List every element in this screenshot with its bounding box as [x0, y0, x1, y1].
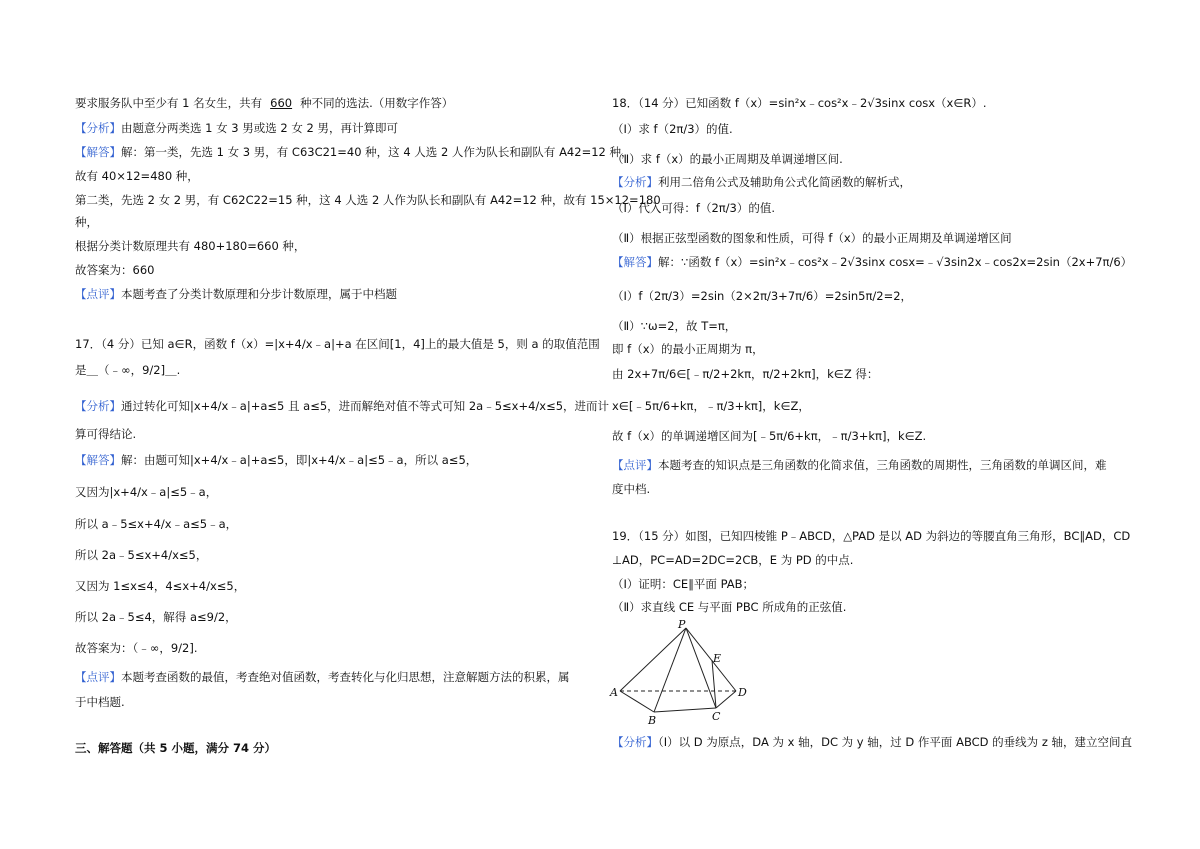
edge-PB	[654, 628, 686, 712]
edge-BC	[654, 708, 716, 712]
q18-solution-line-6: x∈[﹣5π/6+kπ，﹣π/3+kπ]，k∈Z，	[612, 399, 810, 413]
comment-tag: 【点评】	[75, 287, 121, 301]
q18-solution-line-2: （Ⅰ）f（2π/3）=2sin（2×2π/3+7π/6）=2sin5π/2=2，	[612, 289, 913, 303]
analysis-tag: 【分析】	[612, 735, 658, 749]
analysis-tag: 【分析】	[75, 399, 121, 413]
q17-comment-line-2: 于中档题.	[75, 695, 125, 709]
solution-tag: 【解答】	[75, 145, 121, 159]
q16-comment-text: 本题考查了分类计数原理和分步计数原理，属于中档题	[121, 287, 397, 301]
solution-tag: 【解答】	[75, 453, 121, 467]
q17-solution-line-7: 故答案为：（﹣∞，9/2].	[75, 641, 198, 655]
q16-analysis-text: 由题意分两类选 1 女 3 男或选 2 女 2 男，再计算即可	[121, 121, 399, 135]
q18-solution-line-7: 故 f（x）的单调递增区间为[﹣5π/6+kπ，﹣π/3+kπ]，k∈Z.	[612, 429, 927, 443]
q18-solution-line-1: 解：∵函数 f（x）=sin²x﹣cos²x﹣2√3sinx cosx=﹣√3sin2x﹣cos2x=2sin（2x+7π/6）	[658, 255, 1133, 269]
q16-text: 要求服务队中至少有 1 名女生，共有	[75, 96, 263, 110]
q18-analysis	[612, 174, 911, 190]
label-P: P	[678, 618, 686, 631]
edge-PC	[686, 628, 716, 708]
analysis-tag: 【分析】	[75, 121, 121, 135]
comment-tag: 【点评】	[612, 458, 658, 472]
q17-solution-line-1: 解：由题可知|x+4/x﹣a|+a≤5，即|x+4/x﹣a|≤5﹣a，所以 a≤5，	[121, 453, 478, 467]
q19-line-3: （Ⅰ）证明：CE∥平面 PAB；	[612, 577, 755, 591]
edge-PD	[686, 628, 736, 691]
q17-analysis	[75, 398, 609, 414]
q18-solution-line-3: （Ⅱ）∵ω=2，故 T=π，	[612, 319, 737, 333]
label-A: A	[610, 686, 618, 699]
q16-solution-line-1: 解：第一类，先选 1 女 3 男，有 C63C21=40 种，这 4 人选 2 人作为队长和副队有 A42=12 种，	[121, 145, 633, 159]
q18-comment-line-1: 本题考查的知识点是三角函数的化简求值，三角函数的周期性，三角函数的单调区间，难	[658, 458, 1107, 472]
q17-solution-line-6: 所以 2a﹣5≤4，解得 a≤9/2，	[75, 610, 237, 624]
q18-comment	[612, 457, 1107, 473]
q17-comment	[75, 669, 570, 685]
q17-solution-line-4: 所以 2a﹣5≤x+4/x≤5，	[75, 548, 208, 562]
q16-analysis	[75, 120, 398, 136]
edge-AB	[620, 691, 654, 712]
q19-analysis-line-1: （Ⅰ）以 D 为原点，DA 为 x 轴，DC 为 y 轴，过 D 作平面 ABCD 的垂线为 z 轴，建立空间直	[658, 735, 1133, 749]
q18-analysis-line-1: 利用二倍角公式及辅助角公式化简函数的解析式，	[658, 175, 911, 189]
solution-tag: 【解答】	[612, 255, 658, 269]
q18-solution-line-5: 由 2x+7π/6∈[﹣π/2+2kπ，π/2+2kπ]，k∈Z 得：	[612, 367, 879, 381]
q17-line-1: 17．（4 分）已知 a∈R，函数 f（x）=|x+4/x﹣a|+a 在区间[1，4]上的最大值是 5，则 a 的取值范围	[75, 337, 600, 351]
q16-solution-line-6: 故答案为：660	[75, 263, 155, 277]
q16-text-rest: 种不同的选法.（用数字作答）	[300, 96, 454, 110]
section-heading: 三、解答题（共 5 小题，满分 74 分）	[75, 741, 277, 755]
q16-solution-line-5: 根据分类计数原理共有 480+180=660 种，	[75, 239, 306, 253]
q16-solution-line-3: 第二类，先选 2 女 2 男，有 C62C22=15 种，这 4 人选 2 人作为队长和副队有 A42=12 种，故有 15×12=180	[75, 193, 661, 207]
analysis-tag: 【分析】	[612, 175, 658, 189]
q16-solution-line-4: 种，	[75, 215, 98, 229]
q17-analysis-line-2: 算可得结论.	[75, 427, 137, 441]
q17-solution-line-3: 所以 a﹣5≤x+4/x﹣a≤5﹣a，	[75, 517, 238, 531]
q16-comment	[75, 286, 397, 302]
q19-line-1: 19．（15 分）如图，已知四棱锥 P﹣ABCD，△PAD 是以 AD 为斜边的等腰直角三角形，BC∥AD，CD	[612, 529, 1131, 543]
edge-CD	[716, 691, 736, 708]
q18-comment-line-2: 度中档.	[612, 482, 651, 496]
edge-PA	[620, 628, 686, 691]
q17-comment-line-1: 本题考查函数的最值，考查绝对值函数，考查转化与化归思想，注意解题方法的积累，属	[121, 670, 570, 684]
q18-solution-line-4: 即 f（x）的最小正周期为 π，	[612, 342, 764, 356]
q18-analysis-line-3: （Ⅱ）根据正弦型函数的图象和性质，可得 f（x）的最小正周期及单调递增区间	[612, 231, 1012, 245]
q18-line-2: （Ⅰ）求 f（2π/3）的值.	[612, 122, 733, 136]
q18-analysis-line-2: （Ⅰ）代入可得：f（2π/3）的值.	[612, 201, 776, 215]
label-D: D	[738, 686, 747, 699]
q17-line-2: 是＿（﹣∞，9/2]＿.	[75, 363, 181, 377]
q16-tail-line	[75, 95, 453, 111]
q18-line-3: （Ⅱ）求 f（x）的最小正周期及单调递增区间.	[612, 152, 843, 166]
label-E: E	[713, 652, 722, 665]
label-B: B	[648, 714, 657, 727]
q19-line-4: （Ⅱ）求直线 CE 与平面 PBC 所成角的正弦值.	[612, 600, 847, 614]
q19-line-2: ⊥AD，PC=AD=2DC=2CB，E 为 PD 的中点.	[612, 553, 854, 567]
q17-solution-line-2: 又因为|x+4/x﹣a|≤5﹣a，	[75, 485, 218, 499]
edge-CE	[712, 660, 716, 708]
q16-solution-line-2: 故有 40×12=480 种，	[75, 169, 199, 183]
q16-answer-blank: 660	[270, 96, 293, 110]
label-C: C	[712, 710, 721, 723]
q17-solution-line-5: 又因为 1≤x≤4，4≤x+4/x≤5，	[75, 579, 246, 593]
q16-solution	[75, 144, 633, 160]
pyramid-figure	[608, 618, 758, 730]
q18-solution	[612, 254, 1132, 270]
q19-analysis	[612, 734, 1132, 750]
q17-solution	[75, 452, 477, 468]
q17-analysis-line-1: 通过转化可知|x+4/x﹣a|+a≤5 且 a≤5，进而解绝对值不等式可知 2a﹣5≤x+4/x≤5，进而计	[121, 399, 610, 413]
comment-tag: 【点评】	[75, 670, 121, 684]
q18-line-1: 18．（14 分）已知函数 f（x）=sin²x﹣cos²x﹣2√3sinx cosx（x∈R）.	[612, 96, 987, 110]
